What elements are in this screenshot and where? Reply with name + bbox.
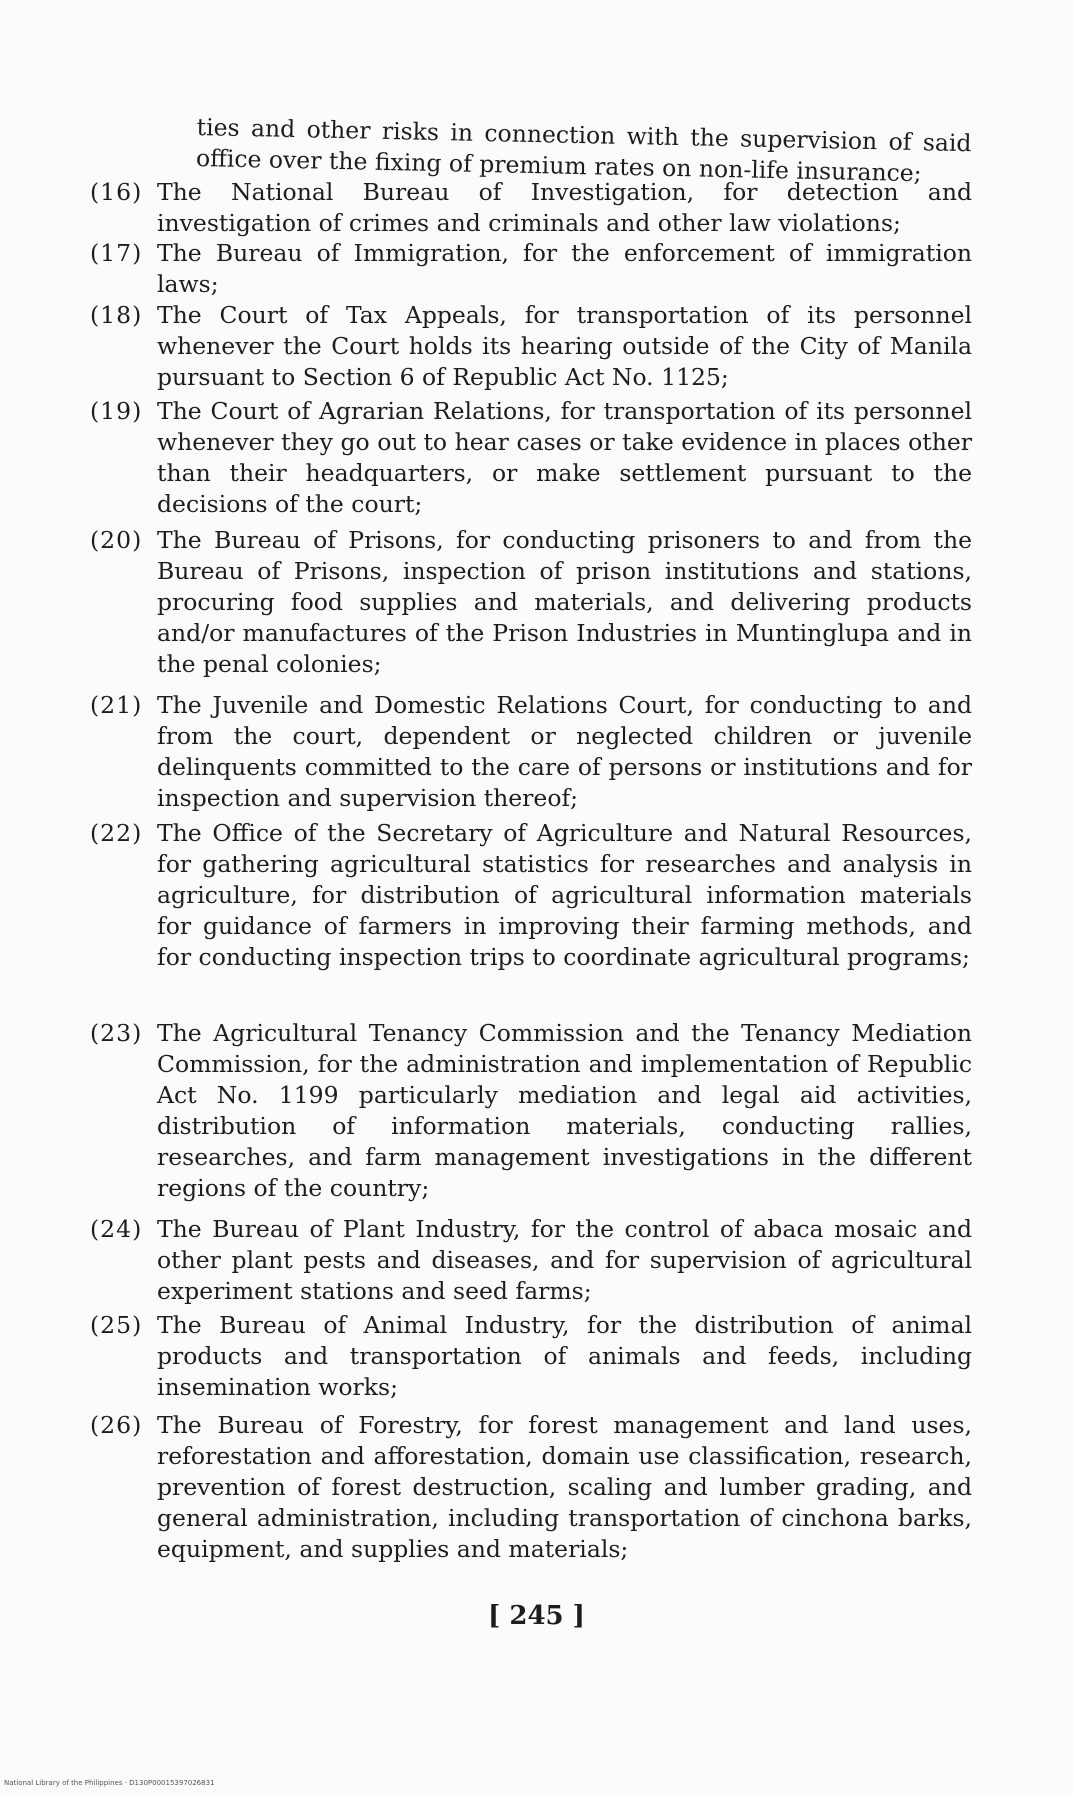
item-number: (21)	[90, 691, 143, 719]
item-number: (26)	[90, 1411, 143, 1439]
list-item	[90, 1310, 972, 1403]
item-text: The Bureau of Immigration, for the enforcement of immigration laws;	[157, 239, 972, 298]
list-item	[90, 1410, 972, 1565]
list-item	[90, 177, 972, 239]
item-text: The Bureau of Prisons, for conducting prisoners to and from the Bureau of Prisons, inspection of prison institutions and stations, procuring food supplies and materials, and delivering products and/or manufactures of the Prison Industries in Muntinglupa and in the penal colonies;	[157, 526, 972, 678]
list-item	[90, 525, 972, 680]
list-item	[90, 818, 972, 973]
list-item	[90, 396, 972, 520]
scan-footer-note: National Library of the Philippines · D130P00015397026831	[4, 1779, 215, 1787]
list-item	[90, 238, 972, 300]
list-item	[90, 1214, 972, 1307]
item-text: The Court of Agrarian Relations, for transportation of its personnel whenever they go out to hear cases or take evidence in places other than their headquarters, or make settlement pursuant to the decisions of the court;	[157, 397, 972, 518]
item-number: (20)	[90, 526, 143, 554]
item-text: The Bureau of Forestry, for forest management and land uses, reforestation and afforestation, domain use classification, research, prevention of forest destruction, scaling and lumber grading, and general administration, including transportation of cinchona barks, equipment, and supplies and materials;	[157, 1411, 972, 1563]
item-text: The Office of the Secretary of Agriculture and Natural Resources, for gathering agricultural statistics for researches and analysis in agriculture, for distribution of agricultural information materials for guidance of farmers in improving their farming methods, and for conducting inspection trips to coordinate agricultural programs;	[157, 819, 972, 971]
list-item	[90, 690, 972, 814]
item-number: (18)	[90, 301, 143, 329]
item-text: The National Bureau of Investigation, for detection and investigation of crimes and criminals and other law violations;	[157, 178, 972, 237]
item-number: (24)	[90, 1215, 143, 1243]
item-text: The Court of Tax Appeals, for transportation of its personnel whenever the Court holds its hearing outside of the City of Manila pursuant to Section 6 of Republic Act No. 1125;	[157, 301, 972, 391]
item-number: (22)	[90, 819, 143, 847]
list-item	[90, 300, 972, 393]
list-item	[90, 1018, 972, 1204]
item-number: (19)	[90, 397, 143, 425]
item-number: (17)	[90, 239, 143, 267]
item-text: The Bureau of Animal Industry, for the distribution of animal products and transportation of animals and feeds, including insemination works;	[157, 1311, 972, 1401]
item-number: (16)	[90, 178, 143, 206]
continuation-paragraph: ties and other risks in connection with the supervision of said office over the fixing of premium rates on non-life insurance;	[195, 112, 972, 188]
item-text: The Bureau of Plant Industry, for the control of abaca mosaic and other plant pests and diseases, and for supervision of agricultural experiment stations and seed farms;	[157, 1215, 972, 1305]
item-number: (23)	[90, 1019, 143, 1047]
item-number: (25)	[90, 1311, 143, 1339]
item-text: The Juvenile and Domestic Relations Court, for conducting to and from the court, dependent or neglected children or juvenile delinquents committed to the care of persons or institutions and for inspection and supervision thereof;	[157, 691, 972, 812]
item-text: The Agricultural Tenancy Commission and the Tenancy Mediation Commission, for the administration and implementation of Republic Act No. 1199 particularly mediation and legal aid activities, distribution of information materials, conducting rallies, researches, and farm management investigations in the different regions of the country;	[157, 1019, 972, 1202]
page-number: [ 245 ]	[488, 1601, 585, 1631]
